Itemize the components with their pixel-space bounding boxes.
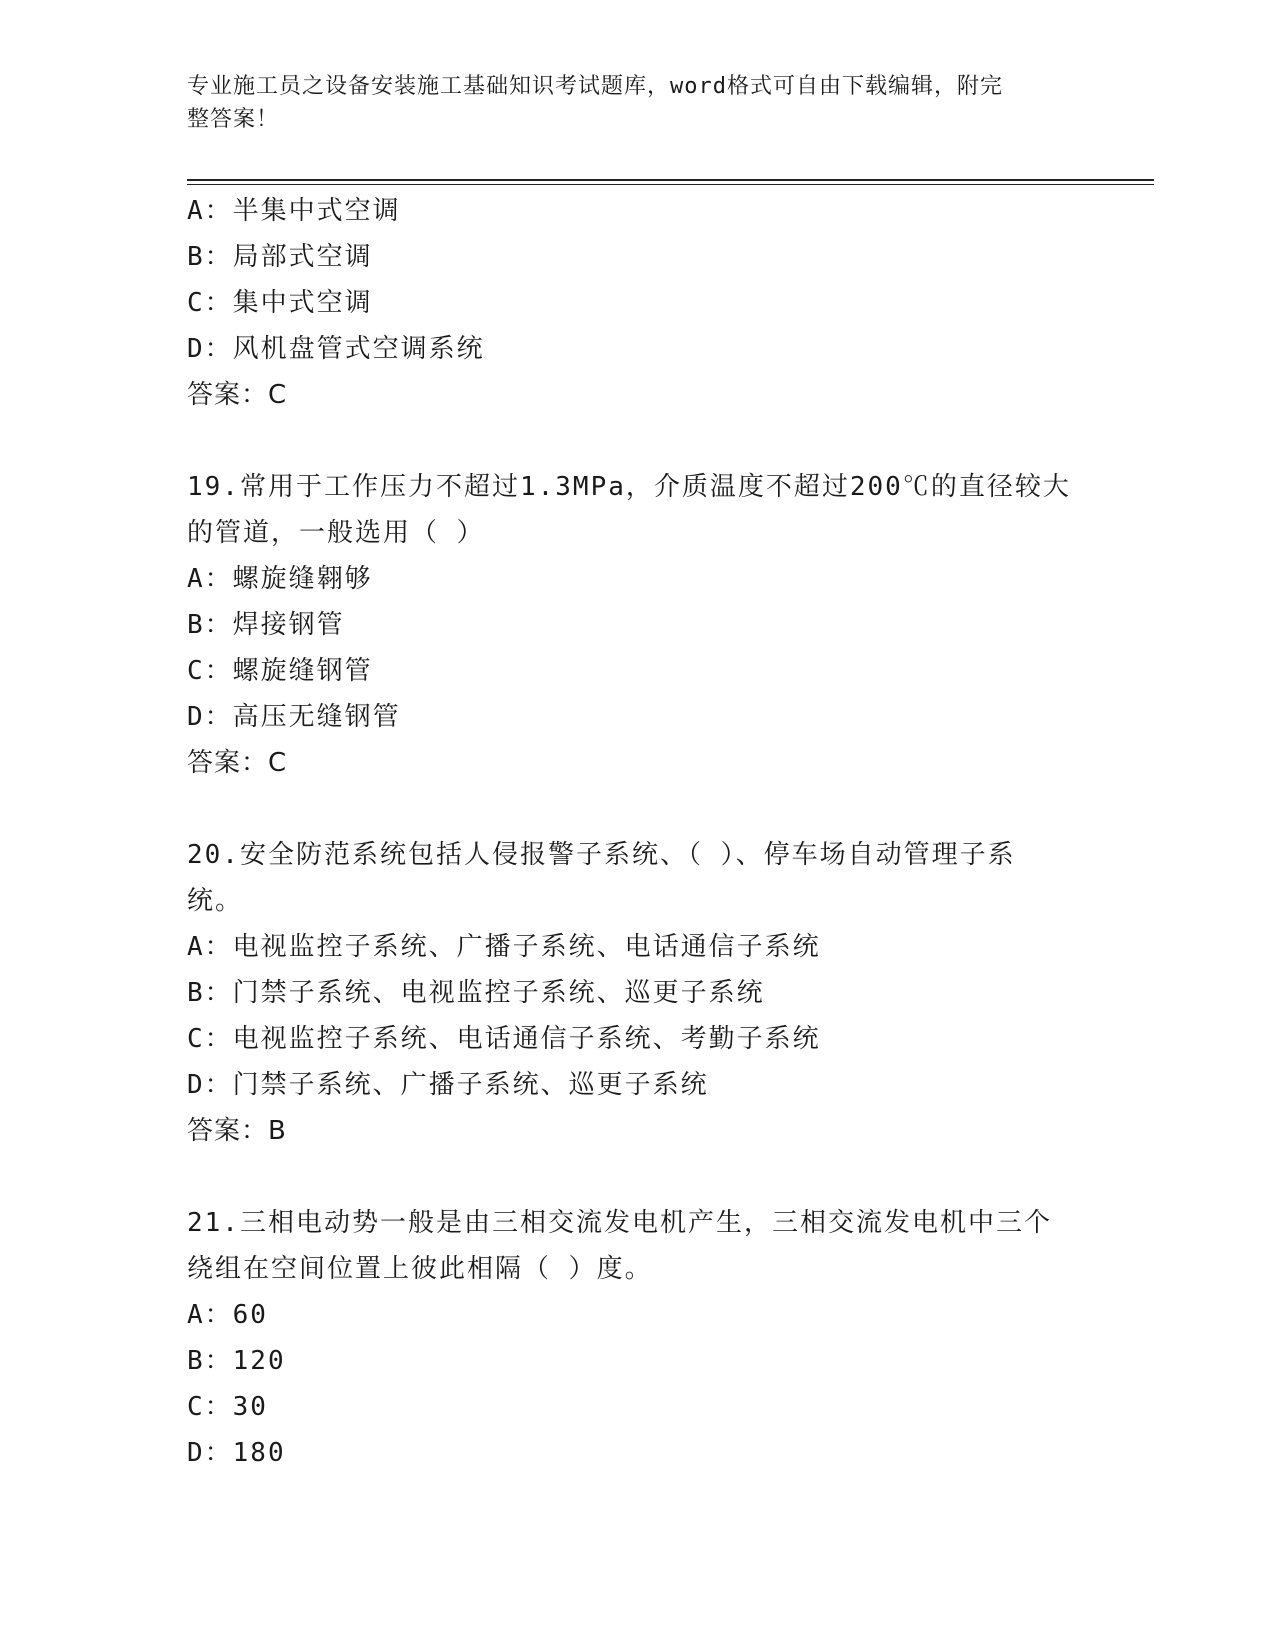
q20-stem-line-1: 20.安全防范系统包括人侵报警子系统、（ ）、停车场自动管理子系 [187,840,1016,870]
header-rule-thick [187,179,1154,181]
q21-option-b: B：120 [187,1346,286,1376]
q20-stem-line-2: 统。 [187,886,244,916]
q18-option-d: D：风机盘管式空调系统 [187,334,485,364]
header-line-1: 专业施工员之设备安装施工基础知识考试题库，word格式可自由下载编辑，附完 [187,74,1003,99]
q19-answer: 答案：C [187,748,288,778]
question-20 [187,832,1087,1154]
q21-option-d: D：180 [187,1438,286,1468]
q19-option-d: D：高压无缝钢管 [187,702,401,732]
header-line-2: 整答案！ [187,107,280,132]
question-list [187,188,1087,1476]
q20-option-a: A：电视监控子系统、广播子系统、电话通信子系统 [187,932,821,962]
question-spacer [187,1154,1087,1200]
q18-option-a: A：半集中式空调 [187,196,401,226]
question-19 [187,464,1087,786]
q19-stem-line-1: 19.常用于工作压力不超过1.3MPa，介质温度不超过200℃的直径较大 [187,472,1071,502]
q20-option-b: B：门禁子系统、电视监控子系统、巡更子系统 [187,978,765,1008]
document-header [187,70,1067,136]
question-18 [187,188,1087,418]
q18-option-b: B：局部式空调 [187,242,373,272]
q18-answer: 答案：C [187,380,288,410]
question-21 [187,1200,1087,1476]
q19-option-b: B：焊接钢管 [187,610,345,640]
q21-option-c: C：30 [187,1392,268,1422]
q21-option-a: A：60 [187,1300,268,1330]
q20-option-d: D：门禁子系统、广播子系统、巡更子系统 [187,1070,709,1100]
question-spacer [187,418,1087,464]
q19-option-a: A：螺旋缝翱够 [187,564,373,594]
q19-stem-line-2: 的管道，一般选用（ ） [187,518,485,548]
header-rule-thin [187,184,1154,185]
q21-stem-line-2: 绕组在空间位置上彼此相隔（ ）度。 [187,1254,653,1284]
question-spacer [187,786,1087,832]
q20-answer: 答案：B [187,1116,287,1146]
q19-option-c: C：螺旋缝钢管 [187,656,373,686]
q20-option-c: C：电视监控子系统、电话通信子系统、考勤子系统 [187,1024,821,1054]
q21-stem-line-1: 21.三相电动势一般是由三相交流发电机产生，三相交流发电机中三个 [187,1208,1052,1238]
q18-option-c: C：集中式空调 [187,288,373,318]
